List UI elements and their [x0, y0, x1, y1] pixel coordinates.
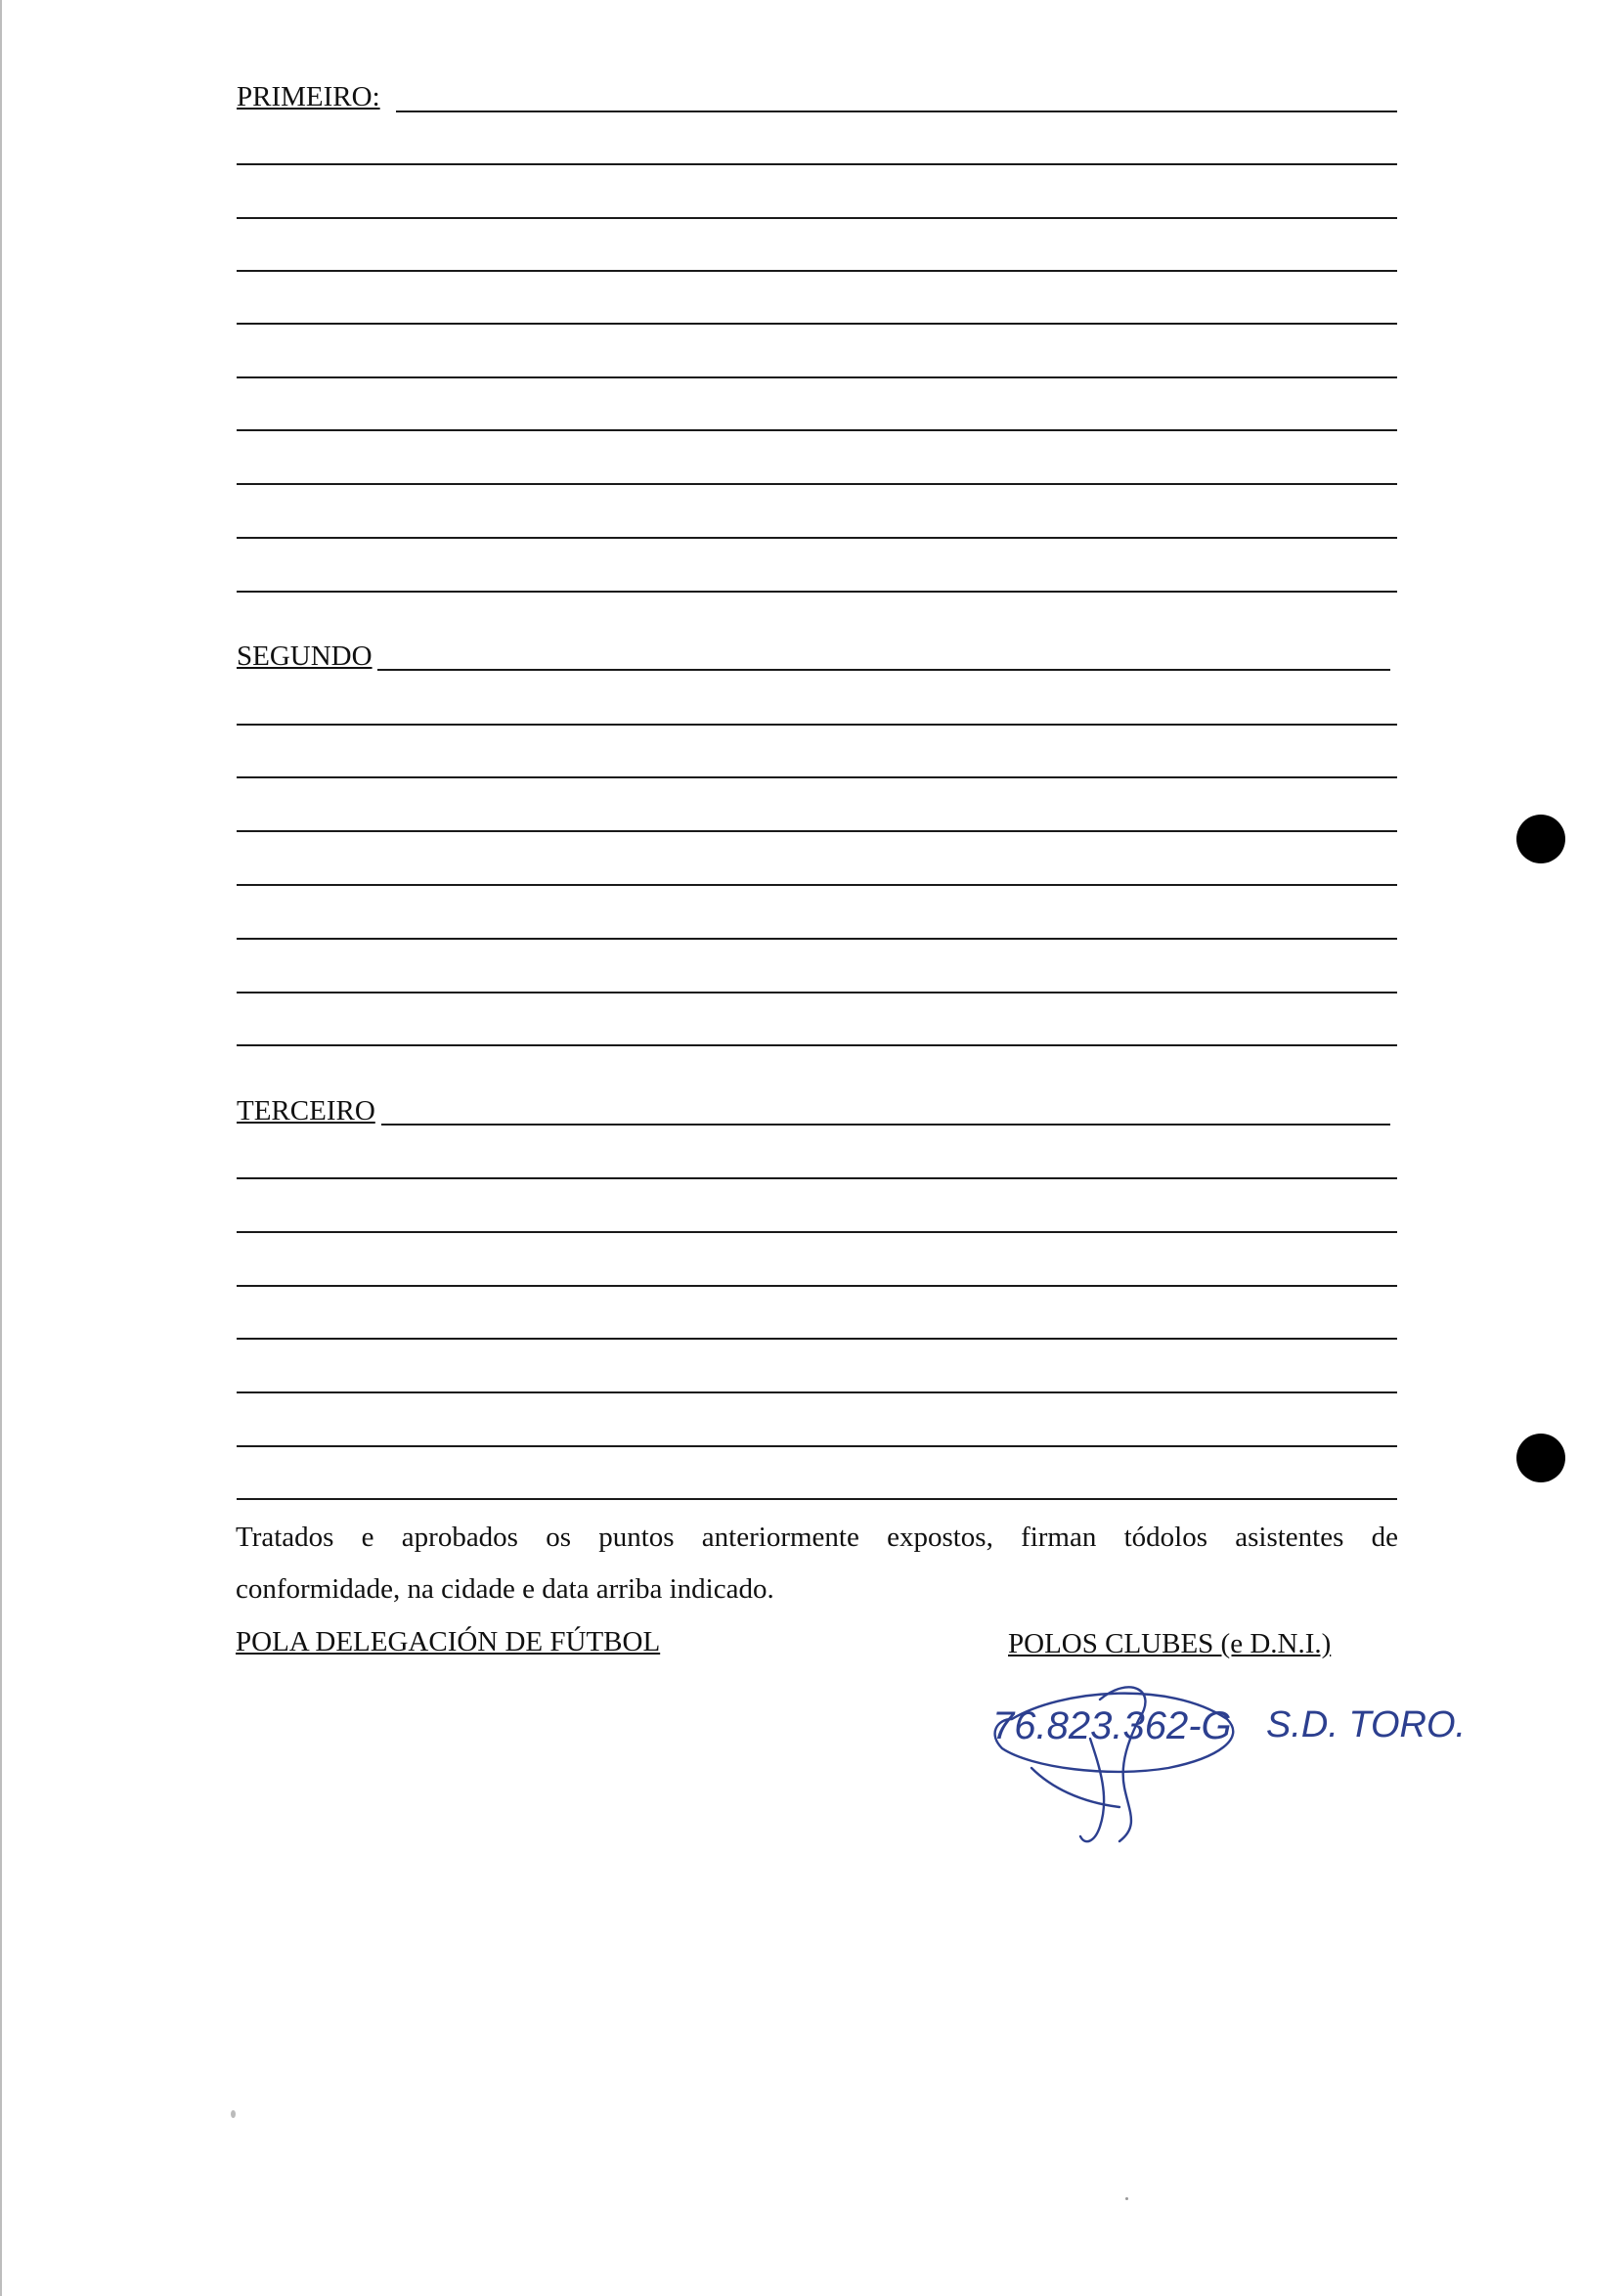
answer-line	[237, 163, 1397, 165]
scan-edge	[0, 0, 2, 2296]
answer-line	[381, 1124, 1390, 1126]
scan-speck	[231, 2110, 236, 2118]
answer-line	[237, 1177, 1397, 1179]
answer-line	[237, 270, 1397, 272]
answer-line	[237, 776, 1397, 778]
clubs-signature-label: POLOS CLUBES (e D.N.I.)	[1008, 1628, 1332, 1659]
answer-line	[396, 110, 1397, 112]
answer-line	[237, 429, 1397, 431]
section-label-terceiro: TERCEIRO	[237, 1095, 375, 1126]
answer-line	[237, 591, 1397, 593]
closing-line-1: Tratados e aprobados os puntos anteriormente expostos, firman tódolos asistentes de	[236, 1522, 1398, 1553]
answer-line	[237, 1498, 1397, 1500]
answer-line	[237, 376, 1397, 378]
answer-line	[237, 1445, 1397, 1447]
answer-line	[237, 724, 1397, 726]
answer-line	[237, 1231, 1397, 1233]
answer-line	[377, 669, 1390, 671]
answer-line	[237, 483, 1397, 485]
answer-line	[237, 884, 1397, 886]
handwritten-dni: 76.823.362-G	[992, 1704, 1232, 1747]
answer-line	[237, 1391, 1397, 1393]
punch-hole	[1516, 815, 1565, 863]
closing-line-2: conformidade, na cidade e data arriba indicado.	[236, 1573, 774, 1605]
answer-line	[237, 992, 1397, 993]
section-label-primeiro: PRIMEIRO:	[237, 81, 380, 112]
answer-line	[237, 1285, 1397, 1287]
answer-line	[237, 1338, 1397, 1340]
closing-paragraph	[236, 1512, 1398, 1615]
answer-line	[237, 830, 1397, 832]
handwritten-signature	[973, 1680, 1520, 1856]
scan-speck	[1125, 2197, 1128, 2200]
section-label-segundo: SEGUNDO	[237, 640, 373, 672]
answer-line	[237, 1044, 1397, 1046]
answer-line	[237, 938, 1397, 940]
answer-line	[237, 323, 1397, 325]
punch-hole	[1516, 1434, 1565, 1482]
answer-line	[237, 537, 1397, 539]
delegation-signature-label: POLA DELEGACIÓN DE FÚTBOL	[236, 1626, 661, 1657]
answer-line	[237, 217, 1397, 219]
handwritten-club: S.D. TORO.	[1266, 1704, 1467, 1745]
